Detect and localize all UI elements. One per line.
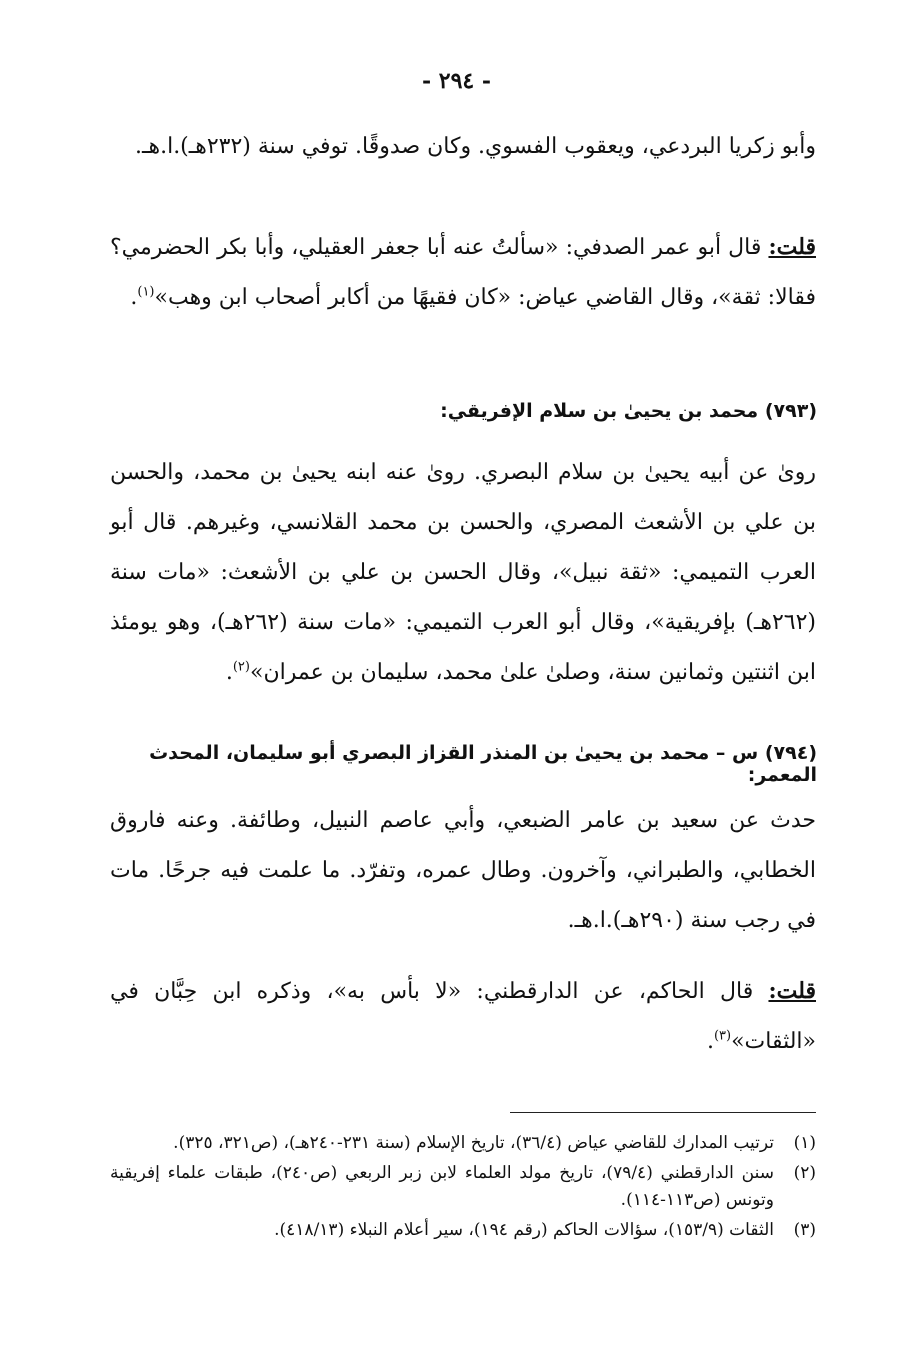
entry-793-body [110,448,816,698]
note-794-text: قال الحاكم، عن الدارقطني: «لا بأس به»، وذكره ابن حِبَّان في «الثقات» [110,979,816,1054]
footnote-1 [110,1130,816,1157]
entry-794-number: (٧٩٤) [764,742,817,764]
entry-793-number: (٧٩٣) [764,400,817,422]
footnotes [110,1130,816,1247]
footnote-3 [110,1217,816,1244]
note-792-end: . [130,285,138,310]
entry-793-name: محمد بن يحيىٰ بن سلام الإفريقي: [440,400,759,422]
footnote-text: سنن الدارقطني (٧٩/٤)، تاريخ مولد العلماء لابن زبر الربعي (ص٢٤٠)، طبقات علماء إفريقية وتونس (ص١١٣-١١٤). [110,1163,774,1210]
footnote-number: (٣) [793,1220,816,1240]
note-794 [110,966,816,1067]
qult-label: قلت: [768,234,816,260]
footnote-number: (٢) [793,1163,816,1183]
footnote-text: الثقات (١٥٣/٩)، سؤالات الحاكم (رقم ١٩٤)، سير أعلام النبلاء (٤١٨/١٣). [274,1220,774,1240]
entry-793-text: رویٰ عن أبيه يحيىٰ بن سلام البصري. رویٰ عنه ابنه يحيىٰ بن محمد، والحسن بن علي بن الأشعث المصري، والحسن بن محمد القلانسي، وغيرهم. قال أبو العرب التميمي: «ثقة نبيل»، وقال الحسن بن علي بن الأشعث: «مات سنة (٢٦٢هـ) بإفريقية»، وقال أبو العرب التميمي: «مات سنة (٢٦٢هـ)، وهو يومئذ ابن اثنتين وثمانين سنة، وصلىٰ علىٰ محمد، سليمان بن عمران» [110,460,817,685]
footnote-ref-1[interactable]: (١) [137,284,155,300]
qult-label: قلت: [768,978,816,1004]
entry-794-name: س – محمد بن يحيىٰ بن المنذر القزاز البصري أبو سليمان، المحدث المعمر: [149,742,817,786]
footnote-number: (١) [793,1133,816,1153]
footnote-divider [510,1112,816,1113]
entry-794-heading [97,742,817,786]
entry-793-heading [97,400,817,422]
footnote-ref-3[interactable]: (٣) [713,1028,732,1044]
page-number: - ٢٩٤ - [421,68,492,94]
footnote-ref-2[interactable]: (٢) [232,659,250,675]
note-794-end: . [706,1029,714,1054]
note-792-text: قال أبو عمر الصدفي: «سألتُ عنه أبا جعفر العقيلي، وأبا بكر الحضرمي؟ فقالا: ثقة»، وقال القاضي عياض: «كان فقيهًا من أكابر أصحاب ابن وهب» [110,235,816,310]
entry-792-continuation: وأبو زكريا البردعي، ويعقوب الفسوي. وكان صدوقًا. توفي سنة (٢٣٢هـ).ا.هـ. [135,134,816,159]
entry-794-body: حدث عن سعيد بن عامر الضبعي، وأبي عاصم النبيل، وطائفة. وعنه فاروق الخطابي، والطبراني، وآخرون. وطال عمره، وتفرّد. ما علمت فيه جرحًا. مات في رجب سنة (٢٩٠هـ).ا.هـ. [110,808,816,933]
footnote-2 [110,1160,816,1214]
footnote-text: ترتيب المدارك للقاضي عياض (٣٦/٤)، تاريخ الإسلام (سنة ٢٣١-٢٤٠هـ)، (ص٣٢١، ٣٢٥). [173,1133,774,1153]
entry-793-end: . [225,660,233,685]
note-792 [110,222,816,323]
